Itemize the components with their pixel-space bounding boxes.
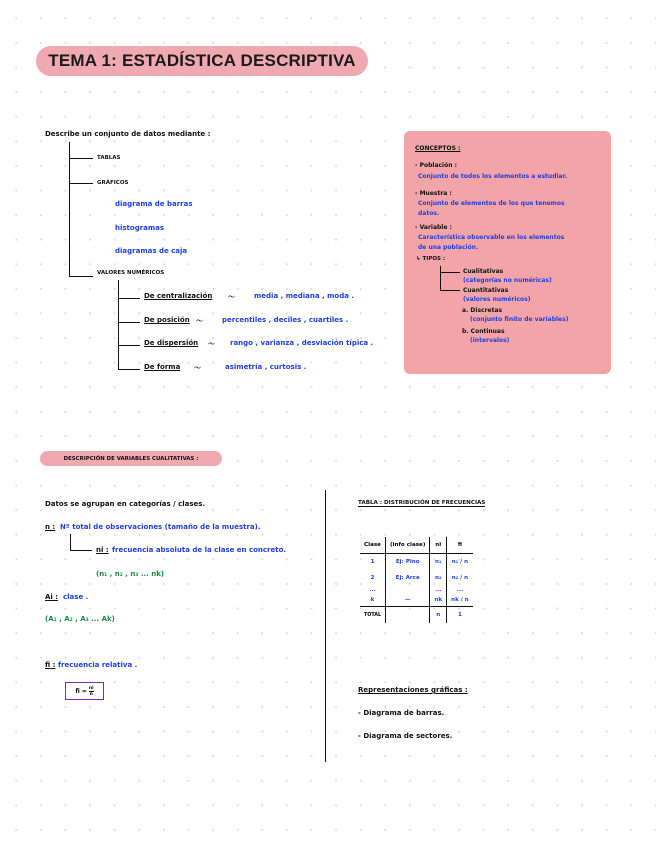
ai-sequence: (A₁ , A₂ , A₃ ... Ak) [45, 615, 115, 623]
def-ni-desc: frecuencia absoluta de la clase en concreto. [112, 546, 287, 554]
tree-branch [118, 322, 140, 323]
squiggle-icon: 〜 [228, 293, 235, 301]
table-cell: n [430, 607, 447, 624]
tree-branch-graficos [69, 183, 93, 184]
valores-desc: media , mediana , moda . [254, 292, 355, 300]
concept-desc: Conjunto de todos los elementos a estudiar. [418, 173, 567, 180]
concept-label: - Población : [415, 162, 457, 169]
squiggle-icon: 〜 [196, 317, 203, 325]
def-fi-desc: frecuencia relativa . [58, 661, 138, 669]
formula-denominator: n [89, 691, 93, 697]
tree-tablas: TABLAS [97, 155, 121, 161]
table-cell [386, 586, 430, 594]
tipo-cualitativas-desc: (categorías no numéricas) [463, 277, 552, 284]
table-row [360, 586, 473, 594]
page-title-banner [36, 46, 368, 76]
table-header: ni [430, 537, 447, 554]
table-cell [386, 607, 430, 624]
valores-desc: rango , varianza , desviación típica . [230, 339, 374, 347]
table-header: (info clase) [386, 537, 430, 554]
concept-desc: Característica observable en los elementos [418, 234, 565, 241]
tree-graficos: GRÁFICOS [97, 180, 129, 186]
page-title: TEMA 1: ESTADÍSTICA DESCRIPTIVA [48, 51, 356, 70]
section-banner [40, 451, 222, 466]
tipo-continuas: b. Continuas [462, 328, 505, 335]
valores-label: De dispersión [144, 339, 199, 347]
table-cell: ... [447, 586, 473, 594]
graficos-item: diagramas de caja [115, 247, 188, 255]
table-cell: Ej: Pino [386, 554, 430, 571]
concept-label: - Variable : [415, 224, 452, 231]
table-cell: — [386, 594, 430, 607]
tipo-discretas: a. Discretas [462, 307, 503, 314]
table-cell: n₂ / n [447, 570, 473, 586]
table-cell: 1 [447, 607, 473, 624]
squiggle-icon: 〜 [208, 340, 215, 348]
tipo-discretas-desc: (conjunto finito de variables) [470, 316, 569, 323]
tipo-cuantitativas-desc: (valores numéricos) [463, 296, 531, 303]
table-header: Clase [364, 542, 381, 548]
def-ni-label: ni : [96, 546, 109, 554]
valores-label: De forma [144, 363, 181, 371]
graph-item: - Diagrama de barras. [358, 709, 445, 717]
tipo-cualitativas: Cualitativas [463, 268, 504, 275]
def-fi-label: fi : [45, 661, 56, 669]
table-cell: TOTAL [364, 612, 382, 618]
tipos-line [440, 266, 441, 290]
table-header-row [360, 537, 473, 554]
formula-lhs: fi = [75, 687, 87, 695]
tree-branch-tablas [69, 158, 93, 159]
formula-numerator: ni [88, 685, 94, 691]
table-title: TABLA : DISTRIBUCIÓN DE FRECUENCIAS [358, 500, 486, 506]
tipos-label: ↳ TIPOS : [416, 256, 446, 262]
section2-intro: Datos se agrupan en categorías / clases. [45, 500, 206, 508]
table-cell: k [370, 597, 375, 603]
table-cell: n₁ / n [447, 554, 473, 571]
table-cell: Ej: Arce [386, 570, 430, 586]
tree-valores: VALORES NUMÉRICOS [97, 270, 165, 276]
tree-intro: Describe un conjunto de datos mediante : [45, 130, 211, 138]
table-cell: n₂ [430, 570, 447, 586]
tipo-cuantitativas: Cuantitativas [463, 287, 509, 294]
tree-sub-trunk [118, 280, 119, 370]
valores-desc: percentiles , deciles , cuartiles . [222, 316, 349, 324]
ni-connector [70, 534, 71, 550]
table-row [360, 554, 473, 571]
def-n-desc: Nº total de observaciones (tamaño de la muestra). [60, 523, 261, 531]
valores-desc: asimetría , curtosis . [225, 363, 307, 371]
section-banner-text: DESCRIPCIÓN DE VARIABLES CUALITATIVAS : [63, 455, 199, 462]
concept-desc: Conjunto de elementos de los que tenemos [418, 200, 565, 207]
def-n-label: n : [45, 523, 56, 531]
table-total-row [360, 607, 473, 624]
concept-desc: datos. [418, 210, 440, 217]
tree-branch [118, 345, 140, 346]
def-ai-label: Ai : [45, 593, 59, 601]
fi-formula-box [65, 682, 104, 700]
table-cell: n₁ [430, 554, 447, 571]
table-cell: 2 [370, 575, 375, 581]
table-cell: ... [430, 586, 447, 594]
graph-item: - Diagrama de sectores. [358, 732, 453, 740]
graficos-item: diagrama de barras [115, 200, 193, 208]
table-cell: nk [430, 594, 447, 607]
tree-branch [118, 298, 140, 299]
tipos-branch [440, 290, 460, 291]
squiggle-icon: 〜 [194, 364, 201, 372]
valores-label: De centralización [144, 292, 213, 300]
table-row [360, 570, 473, 586]
table-header: fi [447, 537, 473, 554]
tipo-continuas-desc: (intervalos) [470, 337, 510, 344]
tree-branch-valores [69, 276, 93, 277]
concept-label: - Muestra : [415, 190, 452, 197]
concept-desc: de una población. [418, 244, 479, 251]
table-cell: ... [369, 587, 376, 593]
ni-sequence: (n₁ , n₂ , n₃ ... nk) [96, 570, 165, 578]
def-ai-desc: clase . [63, 593, 89, 601]
valores-label: De posición [144, 316, 190, 324]
tree-branch [118, 369, 140, 370]
column-divider [325, 490, 326, 762]
concepts-title: CONCEPTOS : [415, 145, 461, 152]
graphs-title: Representaciones gráficas : [358, 686, 468, 694]
table-cell: nk / n [447, 594, 473, 607]
frequency-table [360, 537, 473, 623]
table-cell: 1 [370, 559, 375, 565]
table-row [360, 594, 473, 607]
ni-connector [70, 550, 92, 551]
tipos-branch [440, 272, 460, 273]
graficos-item: histogramas [115, 224, 165, 232]
formula-fraction [89, 686, 94, 697]
tree-trunk [69, 142, 70, 277]
